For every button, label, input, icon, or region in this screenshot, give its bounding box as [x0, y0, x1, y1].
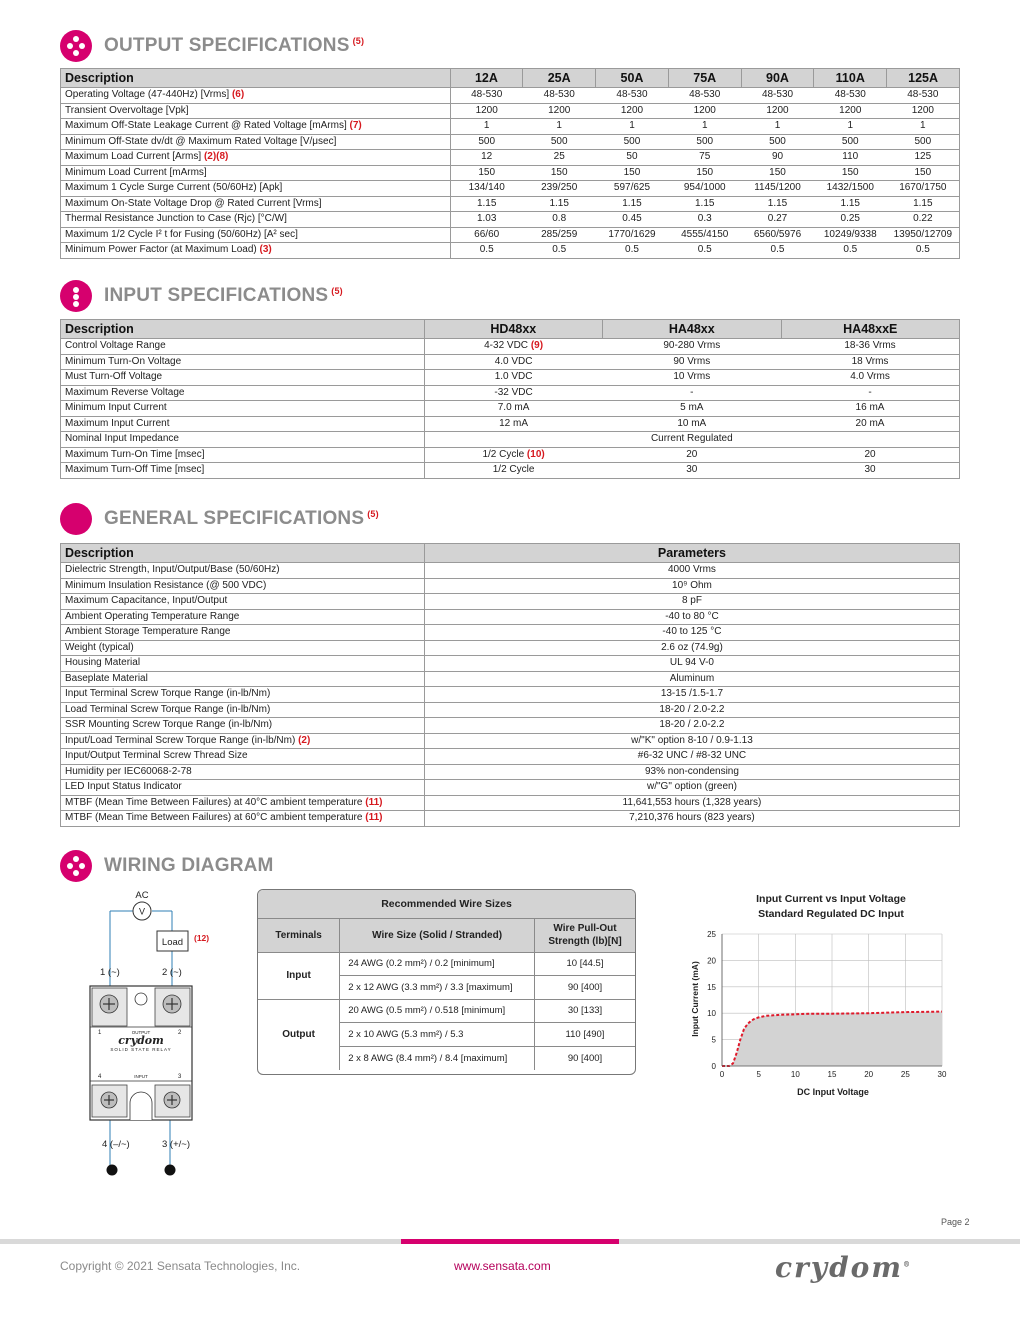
table-cell: 1432/1500 [814, 181, 887, 197]
table-row [61, 578, 960, 594]
table-cell: 1200 [887, 103, 960, 119]
table-cell: 30 [603, 463, 781, 479]
row-description: MTBF (Mean Time Between Failures) at 40°C ambient temperature (11) [61, 795, 425, 811]
table-row [61, 339, 960, 355]
row-description: Ambient Storage Temperature Range [61, 625, 425, 641]
table-cell: 0.5 [668, 243, 741, 259]
table-row [61, 609, 960, 625]
output-size-2: 2 x 8 AWG (8.4 mm²) / 8.4 [maximum] [340, 1046, 535, 1070]
output-pull-1: 110 [490] [534, 1023, 635, 1047]
table-cell: 1 [596, 119, 669, 135]
output-col-header: 50A [596, 69, 669, 88]
load-ref: (12) [194, 933, 210, 943]
table-cell: 1.15 [596, 196, 669, 212]
table-row [61, 370, 960, 386]
row-description: Minimum Turn-On Voltage [61, 354, 425, 370]
table-cell: 13-15 /1.5-1.7 [424, 687, 959, 703]
table-cell: 500 [741, 134, 814, 150]
input-section-icon [60, 280, 92, 312]
table-row [61, 354, 960, 370]
table-cell: 48-530 [450, 88, 523, 104]
table-cell: 1200 [450, 103, 523, 119]
input-col-header: HD48xx [424, 320, 602, 339]
table-row [61, 134, 960, 150]
chart-y-tick: 15 [707, 982, 716, 992]
table-cell: 1 [887, 119, 960, 135]
page-number: Page 2 [941, 1217, 970, 1227]
table-cell: w/"G" option (green) [424, 780, 959, 796]
row-description: Minimum Power Factor (at Maximum Load) (3) [61, 243, 451, 259]
output-terminals-label: Output [258, 999, 340, 1070]
output-section-icon [60, 30, 92, 62]
svg-text:4: 4 [98, 1074, 102, 1080]
row-description: Thermal Resistance Junction to Case (Rjc) [°C/W] [61, 212, 451, 228]
output-col-header: 75A [668, 69, 741, 88]
table-cell: 48-530 [668, 88, 741, 104]
chart-title: Input Current vs Input Voltage [756, 893, 906, 905]
row-description: Input/Load Terminal Screw Torque Range (in-lb/Nm) (2) [61, 733, 425, 749]
table-cell: 0.5 [450, 243, 523, 259]
table-row [61, 780, 960, 796]
chart-y-tick: 25 [707, 930, 716, 939]
table-cell: 1.15 [668, 196, 741, 212]
table-row [61, 416, 960, 432]
row-description: Weight (typical) [61, 640, 425, 656]
output-section-heading [60, 28, 364, 64]
table-cell: 90 [741, 150, 814, 166]
chart-area-fill [722, 1012, 942, 1066]
row-description: Minimum Insulation Resistance (@ 500 VDC) [61, 578, 425, 594]
table-row [61, 196, 960, 212]
output-pull-2: 90 [400] [534, 1046, 635, 1070]
table-cell: 5 mA [603, 401, 781, 417]
terminal-1-label: 1 (~) [100, 967, 120, 978]
table-row [61, 401, 960, 417]
chart-x-tick: 30 [937, 1070, 947, 1079]
table-cell: 30 [781, 463, 959, 479]
output-size-0: 20 AWG (0.5 mm²) / 0.518 [minimum] [340, 999, 535, 1023]
table-row [61, 165, 960, 181]
table-row [61, 811, 960, 827]
table-row [61, 447, 960, 463]
table-cell: 954/1000 [668, 181, 741, 197]
table-cell: 1670/1750 [887, 181, 960, 197]
svg-text:1: 1 [98, 1030, 102, 1036]
output-col-header: 125A [887, 69, 960, 88]
input-col-header: HA48xx [603, 320, 781, 339]
table-cell: #6-32 UNC / #8-32 UNC [424, 749, 959, 765]
table-cell: 1.0 VDC [424, 370, 602, 386]
table-cell: 150 [596, 165, 669, 181]
table-cell: 150 [668, 165, 741, 181]
table-cell: w/"K" option 8-10 / 0.9-1.13 [424, 733, 959, 749]
chart-x-tick: 15 [827, 1070, 837, 1079]
chart-x-tick: 25 [900, 1070, 910, 1079]
table-cell: 48-530 [741, 88, 814, 104]
row-description: LED Input Status Indicator [61, 780, 425, 796]
wiring-section-title: WIRING DIAGRAM [104, 855, 274, 876]
svg-text:3: 3 [178, 1074, 182, 1080]
table-row [61, 594, 960, 610]
row-description: Maximum Load Current [Arms] (2)(8) [61, 150, 451, 166]
table-cell: 4.0 VDC [424, 354, 602, 370]
table-cell: 4555/4150 [668, 227, 741, 243]
table-row [61, 795, 960, 811]
table-cell: 18-20 / 2.0-2.2 [424, 718, 959, 734]
relay-brand: crydom [118, 1034, 164, 1047]
row-description: Dielectric Strength, Input/Output/Base (50/60Hz) [61, 563, 425, 579]
chart-x-axis-label: DC Input Voltage [797, 1087, 869, 1097]
ac-label: AC [135, 890, 149, 901]
row-description: Housing Material [61, 656, 425, 672]
table-cell: Current Regulated [424, 432, 959, 448]
table-cell: 18-36 Vrms [781, 339, 959, 355]
brand-logo: crydom® [775, 1251, 912, 1284]
table-cell: 48-530 [523, 88, 596, 104]
footer-accent-bar [401, 1239, 619, 1244]
chart-x-tick: 0 [719, 1070, 725, 1079]
row-description: Baseplate Material [61, 671, 425, 687]
input-col-header: HA48xxE [781, 320, 959, 339]
row-description: Maximum Reverse Voltage [61, 385, 425, 401]
chart-y-tick: 0 [711, 1062, 716, 1071]
table-cell: Aluminum [424, 671, 959, 687]
table-row [61, 687, 960, 703]
table-cell: - [781, 385, 959, 401]
terminal-4-label: 4 (–/~) [102, 1139, 130, 1150]
row-description: Operating Voltage (47-440Hz) [Vrms] (6) [61, 88, 451, 104]
table-cell: 125 [887, 150, 960, 166]
general-col-header: Description [61, 544, 425, 563]
table-row [61, 563, 960, 579]
table-cell: 7.0 mA [424, 401, 602, 417]
row-description: Maximum Turn-On Time [msec] [61, 447, 425, 463]
col-wire-size: Wire Size (Solid / Stranded) [340, 918, 535, 952]
table-row [61, 463, 960, 479]
table-cell: 50 [596, 150, 669, 166]
table-row [61, 243, 960, 259]
input-pull-1: 90 [400] [534, 976, 635, 1000]
table-cell: - [603, 385, 781, 401]
table-cell: 1 [668, 119, 741, 135]
table-cell: -32 VDC [424, 385, 602, 401]
table-cell: 10249/9338 [814, 227, 887, 243]
table-row [61, 212, 960, 228]
table-cell: 1145/1200 [741, 181, 814, 197]
table-cell: 11,641,553 hours (1,328 years) [424, 795, 959, 811]
table-cell: 500 [450, 134, 523, 150]
table-row [61, 103, 960, 119]
load-label: Load [161, 937, 184, 948]
input-size-1: 2 x 12 AWG (3.3 mm²) / 3.3 [maximum] [340, 976, 535, 1000]
table-cell: 48-530 [814, 88, 887, 104]
table-cell: 20 [781, 447, 959, 463]
chart-x-tick: 10 [790, 1070, 800, 1079]
table-cell: 4-32 VDC (9) [424, 339, 602, 355]
table-cell: 1 [523, 119, 596, 135]
table-cell: 10⁹ Ohm [424, 578, 959, 594]
table-row [61, 749, 960, 765]
table-row [61, 764, 960, 780]
row-description: Transient Overvoltage [Vpk] [61, 103, 451, 119]
table-cell: 66/60 [450, 227, 523, 243]
chart-y-axis-label: Input Current (mA) [690, 961, 700, 1037]
chart-title-block [720, 892, 942, 922]
table-cell: 4000 Vrms [424, 563, 959, 579]
table-row [61, 181, 960, 197]
row-description: Maximum Input Current [61, 416, 425, 432]
table-row [61, 702, 960, 718]
input-pull-0: 10 [44.5] [534, 952, 635, 976]
table-cell: 597/625 [596, 181, 669, 197]
table-cell: 150 [887, 165, 960, 181]
svg-text:INPUT: INPUT [134, 1074, 148, 1079]
terminal-2-label: 2 (~) [162, 967, 182, 978]
row-description: Minimum Load Current [mArms] [61, 165, 451, 181]
input-section-heading [60, 278, 343, 314]
table-cell: -40 to 125 °C [424, 625, 959, 641]
general-spec-table [60, 543, 960, 827]
general-section-heading [60, 501, 379, 537]
table-cell: 4.0 Vrms [781, 370, 959, 386]
table-cell: 1.15 [887, 196, 960, 212]
output-col-header: Description [61, 69, 451, 88]
svg-text:SOLID STATE RELAY: SOLID STATE RELAY [110, 1047, 172, 1052]
table-cell: 0.8 [523, 212, 596, 228]
wiring-section-heading [60, 848, 274, 884]
terminal-3-label: 3 (+/~) [162, 1139, 190, 1150]
table-cell: 48-530 [596, 88, 669, 104]
table-cell: 1200 [523, 103, 596, 119]
input-col-header: Description [61, 320, 425, 339]
table-row [61, 227, 960, 243]
table-cell: 48-530 [887, 88, 960, 104]
table-row [61, 656, 960, 672]
table-row [61, 625, 960, 641]
input-size-0: 24 AWG (0.2 mm²) / 0.2 [minimum] [340, 952, 535, 976]
table-cell: 150 [450, 165, 523, 181]
table-cell: 75 [668, 150, 741, 166]
table-cell: 0.22 [887, 212, 960, 228]
table-row [61, 150, 960, 166]
input-section-title: INPUT SPECIFICATIONS $^{(5)}$ [104, 285, 343, 306]
table-cell: 18 Vrms [781, 354, 959, 370]
table-cell: 500 [596, 134, 669, 150]
table-cell: 0.27 [741, 212, 814, 228]
row-description: Ambient Operating Temperature Range [61, 609, 425, 625]
table-cell: 1.15 [450, 196, 523, 212]
table-cell: 12 mA [424, 416, 602, 432]
terminal-4-node [107, 1165, 118, 1176]
output-pull-0: 30 [133] [534, 999, 635, 1023]
chart-x-tick: 5 [756, 1070, 761, 1079]
table-cell: 12 [450, 150, 523, 166]
svg-text:OUTPUT: OUTPUT [131, 1030, 151, 1035]
col-terminals: Terminals [258, 918, 340, 952]
table-cell: 6560/5976 [741, 227, 814, 243]
wiring-diagram [60, 885, 230, 1185]
table-row [61, 671, 960, 687]
table-row [61, 718, 960, 734]
table-cell: 10 mA [603, 416, 781, 432]
table-cell: 1200 [596, 103, 669, 119]
table-cell: 25 [523, 150, 596, 166]
table-row [61, 733, 960, 749]
row-description: Humidity per IEC60068-2-78 [61, 764, 425, 780]
row-description: Control Voltage Range [61, 339, 425, 355]
table-cell: 18-20 / 2.0-2.2 [424, 702, 959, 718]
output-spec-table [60, 68, 960, 259]
table-row [61, 88, 960, 104]
wiring-section-icon [60, 850, 92, 882]
table-cell: 16 mA [781, 401, 959, 417]
table-cell: 500 [814, 134, 887, 150]
table-cell: 0.3 [668, 212, 741, 228]
wire-sizes-table [257, 889, 636, 1075]
row-description: Maximum On-State Voltage Drop @ Rated Current [Vrms] [61, 196, 451, 212]
svg-text:2: 2 [178, 1030, 182, 1036]
table-cell: 20 mA [781, 416, 959, 432]
copyright-text: Copyright © 2021 Sensata Technologies, Inc. [60, 1259, 301, 1273]
general-table-header [61, 544, 960, 563]
table-cell: 0.5 [814, 243, 887, 259]
row-description: Must Turn-Off Voltage [61, 370, 425, 386]
chart-subtitle: Standard Regulated DC Input [758, 908, 904, 920]
input-table-header [61, 320, 960, 339]
input-spec-table [60, 319, 960, 479]
table-cell: 0.25 [814, 212, 887, 228]
table-cell: 1200 [741, 103, 814, 119]
table-cell: 500 [887, 134, 960, 150]
table-cell: 1770/1629 [596, 227, 669, 243]
input-terminals-label: Input [258, 952, 340, 999]
chart-y-tick: 10 [707, 1009, 716, 1019]
table-cell: 0.5 [596, 243, 669, 259]
row-description: Maximum Turn-Off Time [msec] [61, 463, 425, 479]
table-cell: 8 pF [424, 594, 959, 610]
table-cell: 0.5 [887, 243, 960, 259]
row-description: Minimum Off-State dv/dt @ Maximum Rated Voltage [V/μsec] [61, 134, 451, 150]
input-current-chart [685, 925, 960, 1100]
table-cell: 1200 [814, 103, 887, 119]
row-description: Input/Output Terminal Screw Thread Size [61, 749, 425, 765]
table-cell: 1.15 [523, 196, 596, 212]
table-cell: 2.6 oz (74.9g) [424, 640, 959, 656]
chart-y-tick: 20 [707, 956, 716, 966]
table-cell: 1/2 Cycle (10) [424, 447, 602, 463]
table-cell: 7,210,376 hours (823 years) [424, 811, 959, 827]
output-col-header: 25A [523, 69, 596, 88]
table-cell: 150 [523, 165, 596, 181]
table-cell: 285/259 [523, 227, 596, 243]
table-cell: 0.5 [523, 243, 596, 259]
table-cell: 1 [814, 119, 887, 135]
relay-icon [90, 986, 192, 1120]
table-cell: 134/140 [450, 181, 523, 197]
table-cell: 1/2 Cycle [424, 463, 602, 479]
table-cell: UL 94 V-0 [424, 656, 959, 672]
table-cell: 500 [668, 134, 741, 150]
table-row [61, 432, 960, 448]
row-description: Minimum Input Current [61, 401, 425, 417]
table-cell: 150 [814, 165, 887, 181]
table-row [61, 640, 960, 656]
chart-x-tick: 20 [864, 1070, 874, 1079]
row-description: Maximum 1 Cycle Surge Current (50/60Hz) [Apk] [61, 181, 451, 197]
table-cell: 20 [603, 447, 781, 463]
table-cell: 110 [814, 150, 887, 166]
general-col-header: Parameters [424, 544, 959, 563]
table-cell: 13950/12709 [887, 227, 960, 243]
website-link[interactable]: www.sensata.com [454, 1259, 551, 1273]
table-cell: 0.5 [741, 243, 814, 259]
table-cell: 90-280 Vrms [603, 339, 781, 355]
wire-table-title: Recommended Wire Sizes [258, 890, 635, 918]
output-table-header [61, 69, 960, 88]
table-cell: 90 Vrms [603, 354, 781, 370]
table-cell: 239/250 [523, 181, 596, 197]
output-col-header: 90A [741, 69, 814, 88]
output-size-1: 2 x 10 AWG (5.3 mm²) / 5.3 [340, 1023, 535, 1047]
terminal-3-node [165, 1165, 176, 1176]
row-description: Load Terminal Screw Torque Range (in-lb/Nm) [61, 702, 425, 718]
row-description: Maximum Off-State Leakage Current @ Rated Voltage [mArms] (7) [61, 119, 451, 135]
table-cell: 1.15 [741, 196, 814, 212]
output-section-title: OUTPUT SPECIFICATIONS $^{(5)}$ [104, 35, 365, 56]
table-cell: 93% non-condensing [424, 764, 959, 780]
table-cell: 0.45 [596, 212, 669, 228]
chart-y-tick: 5 [711, 1035, 716, 1045]
row-description: Input Terminal Screw Torque Range (in-lb/Nm) [61, 687, 425, 703]
table-cell: 500 [523, 134, 596, 150]
table-cell: 1.15 [814, 196, 887, 212]
voltmeter-label: V [138, 906, 146, 917]
table-row [61, 119, 960, 135]
output-col-header: 12A [450, 69, 523, 88]
general-section-title: GENERAL SPECIFICATIONS $^{(5)}$ [104, 508, 379, 529]
table-cell: 1 [741, 119, 814, 135]
row-description: SSR Mounting Screw Torque Range (in-lb/Nm) [61, 718, 425, 734]
col-pull-out: Wire Pull-Out Strength (lb)[N] [534, 918, 635, 952]
general-section-icon [60, 503, 92, 535]
table-cell: 1.03 [450, 212, 523, 228]
table-cell: 10 Vrms [603, 370, 781, 386]
output-col-header: 110A [814, 69, 887, 88]
table-cell: 150 [741, 165, 814, 181]
row-description: Nominal Input Impedance [61, 432, 425, 448]
table-cell: 1200 [668, 103, 741, 119]
table-row [61, 385, 960, 401]
table-cell: -40 to 80 °C [424, 609, 959, 625]
row-description: Maximum Capacitance, Input/Output [61, 594, 425, 610]
table-cell: 1 [450, 119, 523, 135]
row-description: Maximum 1/2 Cycle I² t for Fusing (50/60Hz) [A² sec] [61, 227, 451, 243]
row-description: MTBF (Mean Time Between Failures) at 60°C ambient temperature (11) [61, 811, 425, 827]
